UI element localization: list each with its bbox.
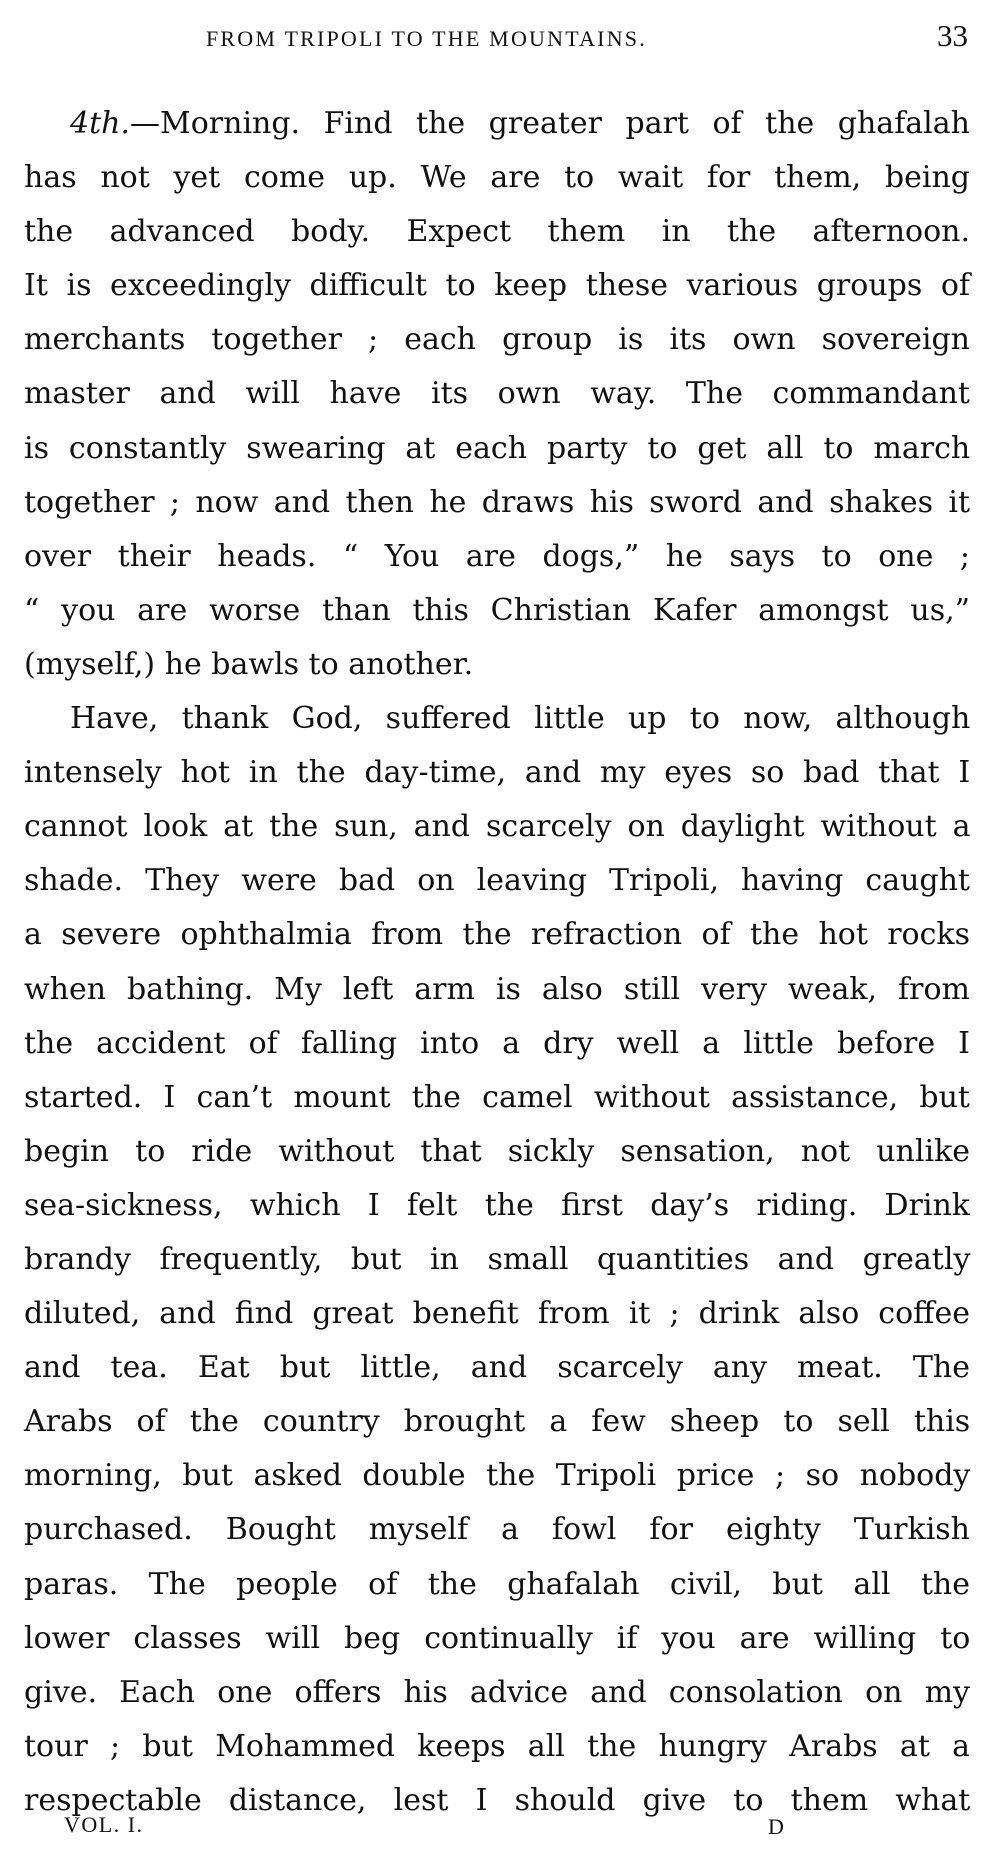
text-line: when bathing. My left arm is also still very weak, from xyxy=(24,971,970,1007)
text-line: and tea. Eat but little, and scarcely any meat. The xyxy=(24,1350,970,1386)
volume-mark: VOL. I. xyxy=(64,1812,144,1837)
paragraph-entry-4th xyxy=(24,97,970,692)
text-line: paras. The people of the ghafalah civil, but all the xyxy=(24,1566,970,1602)
text-line: intensely hot in the day-time, and my eyes so bad that I xyxy=(24,755,971,791)
text-line: together ; now and then he draws his sword and shakes it xyxy=(24,484,971,520)
text-line: tour ; but Mohammed keeps all the hungry Arabs at a xyxy=(24,1728,970,1764)
text-line: begin to ride without that sickly sensation, not unlike xyxy=(24,1133,970,1169)
text-line: purchased. Bought myself a fowl for eighty Turkish xyxy=(24,1512,970,1548)
text-line: master and will have its own way. The commandant xyxy=(24,376,970,412)
text-line: a severe ophthalmia from the refraction of the hot rocks xyxy=(24,917,970,953)
text-line: It is exceedingly difficult to keep these various groups of xyxy=(24,268,970,304)
paragraph-health xyxy=(24,692,970,1828)
page-footer xyxy=(0,1812,1000,1852)
text-line: Arabs of the country brought a few sheep to sell this xyxy=(24,1404,971,1440)
text-line: merchants together ; each group is its own sovereign xyxy=(24,322,970,358)
text-line: over their heads. “ You are dogs,” he says to one ; xyxy=(24,538,970,574)
text-line: Have, thank God, suffered little up to now, although xyxy=(70,701,971,737)
text-line: has not yet come up. We are to wait for them, being xyxy=(24,160,970,196)
text-line: morning, but asked double the Tripoli price ; so nobody xyxy=(24,1458,971,1494)
text-line: give. Each one offers his advice and consolation on my xyxy=(24,1674,970,1710)
text-line: sea-sickness, which I felt the first day’s riding. Drink xyxy=(24,1187,970,1223)
text-line: the accident of falling into a dry well a little before I xyxy=(24,1025,970,1061)
text-line: brandy frequently, but in small quantities and greatly xyxy=(24,1241,971,1277)
page-number: 33 xyxy=(937,18,968,53)
running-head xyxy=(0,18,1000,58)
text-line xyxy=(24,97,970,151)
text-line: (myself,) he bawls to another. xyxy=(24,646,474,682)
running-title: FROM TRIPOLI TO THE MOUNTAINS. xyxy=(206,26,647,51)
line-text: —Morning. Find the greater part of the ghafalah xyxy=(130,106,970,141)
body-text xyxy=(24,97,970,1828)
text-line: diluted, and find great benefit from it ; drink also coffee xyxy=(24,1296,970,1332)
text-line: cannot look at the sun, and scarcely on daylight without a xyxy=(24,809,971,845)
text-line: shade. They were bad on leaving Tripoli, having caught xyxy=(24,863,970,899)
date-heading: 4th. xyxy=(70,106,130,141)
text-line: “ you are worse than this Christian Kafer amongst us,” xyxy=(24,592,970,628)
text-line: is constantly swearing at each party to get all to march xyxy=(24,430,971,466)
text-line: the advanced body. Expect them in the afternoon. xyxy=(24,214,970,250)
text-line: lower classes will beg continually if you are willing to xyxy=(24,1620,971,1656)
text-line: respectable distance, lest I should give to them what xyxy=(24,1782,971,1818)
text-line: started. I can’t mount the camel without assistance, but xyxy=(24,1079,970,1115)
signature-mark: D xyxy=(768,1814,784,1839)
